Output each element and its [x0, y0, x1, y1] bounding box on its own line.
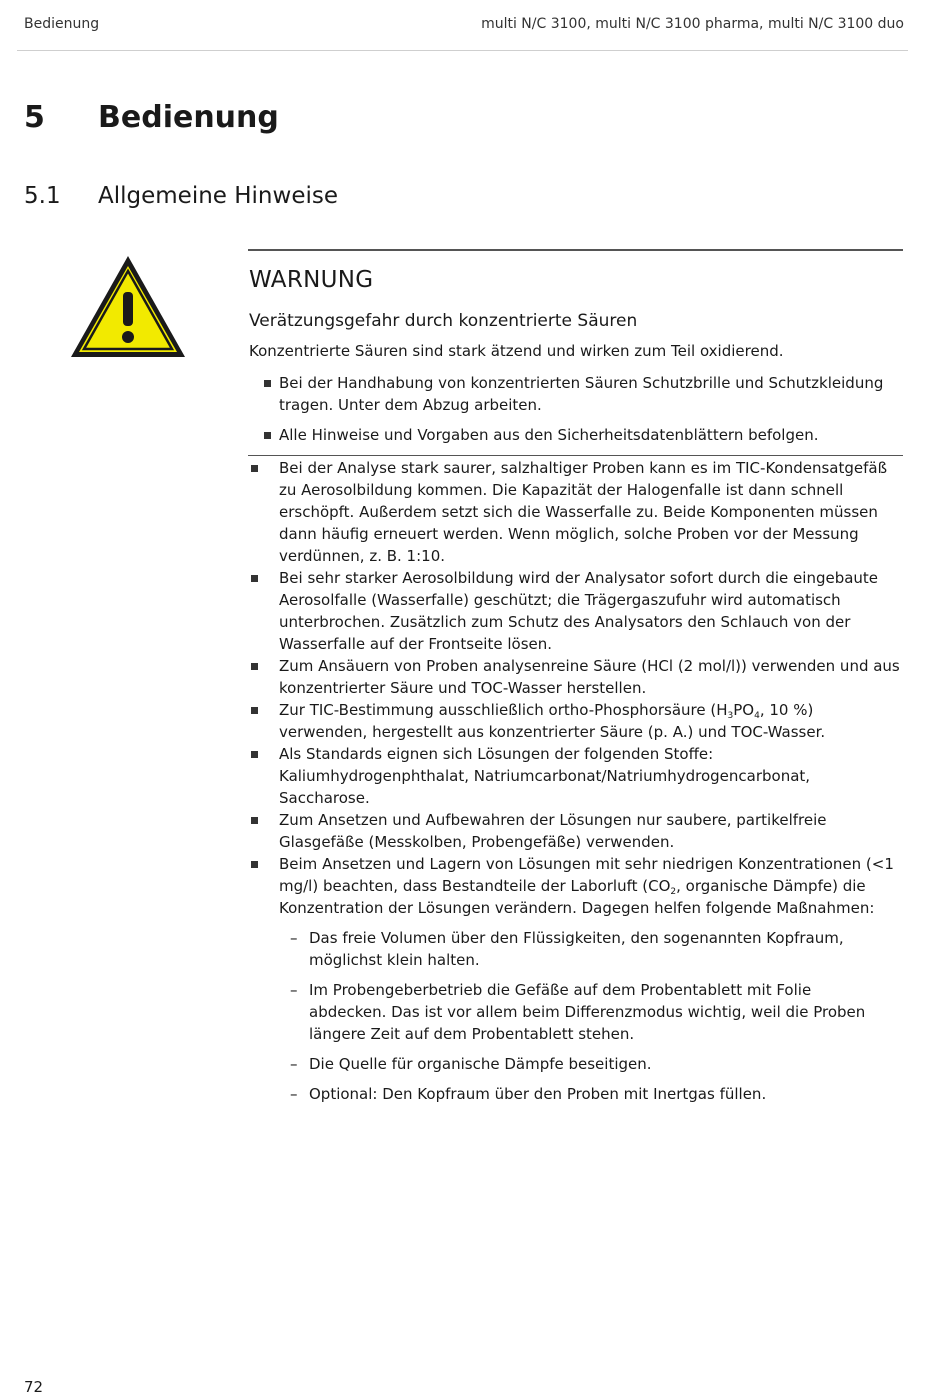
- warning-bullet: [249, 372, 904, 416]
- section-number: 5.1: [24, 183, 61, 209]
- sub-list-item-text: Optional: Den Kopfraum über den Proben mit Inertgas füllen.: [309, 1085, 767, 1103]
- bullet-square-icon: [251, 465, 258, 472]
- sub-list-item: [249, 1083, 904, 1105]
- chapter-number: 5: [24, 100, 45, 135]
- list-item: [249, 809, 904, 853]
- text-run: Zur TIC-Bestimmung ausschließlich ortho-Phosphorsäure (H: [279, 701, 728, 719]
- sub-list-item: [249, 1053, 904, 1075]
- list-item-text: Bei der Analyse stark saurer, salzhaltiger Proben kann es im TIC-Kondensatgefäß zu Aerosolbildung kommen. Die Kapazität der Halogenfalle ist dann schnell erschöpft. Außerdem setzt sich die Wasserfalle zu. Beide Komponenten müssen dann häufig erneuert werden. Wenn möglich, solche Proben vor der Messung verdünnen, z. B. 1:10.: [279, 459, 888, 565]
- warning-top-rule: [248, 249, 903, 251]
- text-run: , organische Dämpfe) die Konzentration der Lösungen verändern. Dagegen helfen folgende Maßnahmen:: [279, 877, 875, 917]
- sub-list-item-text: Im Probengeberbetrieb die Gefäße auf dem Probentablett mit Folie abdecken. Das ist vor allem beim Differenzmodus wichtig, weil die Proben längere Zeit auf dem Probentablett stehen.: [309, 981, 866, 1043]
- list-item-text: Bei sehr starker Aerosolbildung wird der Analysator sofort durch die eingebaute Aerosolfalle (Wasserfalle) geschützt; die Trägergaszufuhr wird automatisch unterbrochen. Zusätzlich zum Schutz des Analysators den Schlauch von der Wasserfalle auf der Frontseite lösen.: [279, 569, 879, 653]
- warning-bullet-text: Alle Hinweise und Vorgaben aus den Sicherheitsdatenblättern befolgen.: [279, 426, 819, 444]
- list-item-text: Als Standards eignen sich Lösungen der folgenden Stoffe: Kaliumhydrogenphthalat, Natriumcarbonat/Natriumhydrogencarbonat, Saccharose.: [279, 745, 811, 807]
- page-number: 72: [24, 1378, 44, 1396]
- chapter-title: Bedienung: [98, 100, 279, 135]
- bullet-square-icon: [251, 575, 258, 582]
- warning-text: Konzentrierte Säuren sind stark ätzend und wirken zum Teil oxidierend.: [249, 342, 784, 360]
- dash-marker: –: [290, 1055, 298, 1073]
- bullet-square-icon: [251, 707, 258, 714]
- warning-bottom-rule: [248, 455, 903, 456]
- bullet-square-icon: [251, 861, 258, 868]
- dash-marker: –: [290, 981, 298, 999]
- text-run: , 10 %) verwenden, hergestellt aus konzentrierter Säure (p. A.) und TOC-Wasser.: [279, 701, 826, 741]
- dash-marker: –: [290, 1085, 298, 1103]
- text-run: Beim Ansetzen und Lagern von Lösungen mit sehr niedrigen Konzentrationen (<1 mg/l) beachten, dass Bestandteile der Laborluft (CO: [279, 855, 894, 895]
- list-item: [249, 457, 904, 567]
- subscript: 3: [727, 711, 734, 721]
- text-run: PO: [733, 701, 755, 719]
- list-item: [249, 655, 904, 699]
- warning-bullet: [249, 424, 904, 446]
- bullet-square-icon: [264, 432, 271, 439]
- subscript: 2: [670, 887, 677, 897]
- warning-signal-word: WARNUNG: [249, 267, 374, 293]
- bullet-square-icon: [251, 817, 258, 824]
- instruction-list: [249, 457, 904, 1105]
- list-item: [249, 743, 904, 809]
- subscript: 4: [754, 711, 760, 721]
- header-rule: [17, 50, 908, 51]
- bullet-square-icon: [264, 380, 271, 387]
- dash-marker: –: [290, 929, 298, 947]
- list-item-text: [249, 853, 904, 919]
- bullet-square-icon: [251, 751, 258, 758]
- list-item-text: Zum Ansäuern von Proben analysenreine Säure (HCl (2 mol/l)) verwenden und aus konzentrierter Säure und TOC-Wasser herstellen.: [279, 657, 900, 697]
- list-item: [249, 699, 904, 743]
- warning-triangle-icon: [68, 254, 188, 360]
- sub-list-item: [249, 979, 904, 1045]
- list-item: [249, 853, 904, 919]
- warning-bullet-text: Bei der Handhabung von konzentrierten Säuren Schutzbrille und Schutzkleidung tragen. Unter dem Abzug arbeiten.: [279, 374, 884, 414]
- list-item-text: Zum Ansetzen und Aufbewahren der Lösungen nur saubere, partikelfreie Glasgefäße (Messkolben, Probengefäße) verwenden.: [279, 811, 827, 851]
- warning-subtitle: Verätzungsgefahr durch konzentrierte Säuren: [249, 311, 638, 331]
- bullet-square-icon: [251, 663, 258, 670]
- sub-list-item-text: Das freie Volumen über den Flüssigkeiten, den sogenannten Kopfraum, möglichst klein halten.: [309, 929, 844, 969]
- sub-list-item: [249, 927, 904, 971]
- sub-list-item-text: Die Quelle für organische Dämpfe beseitigen.: [309, 1055, 652, 1073]
- list-item-text: [249, 699, 904, 743]
- list-item: [249, 567, 904, 655]
- section-title: Allgemeine Hinweise: [98, 183, 338, 209]
- running-header-product: multi N/C 3100, multi N/C 3100 pharma, multi N/C 3100 duo: [481, 16, 904, 32]
- running-header-section: Bedienung: [24, 16, 100, 32]
